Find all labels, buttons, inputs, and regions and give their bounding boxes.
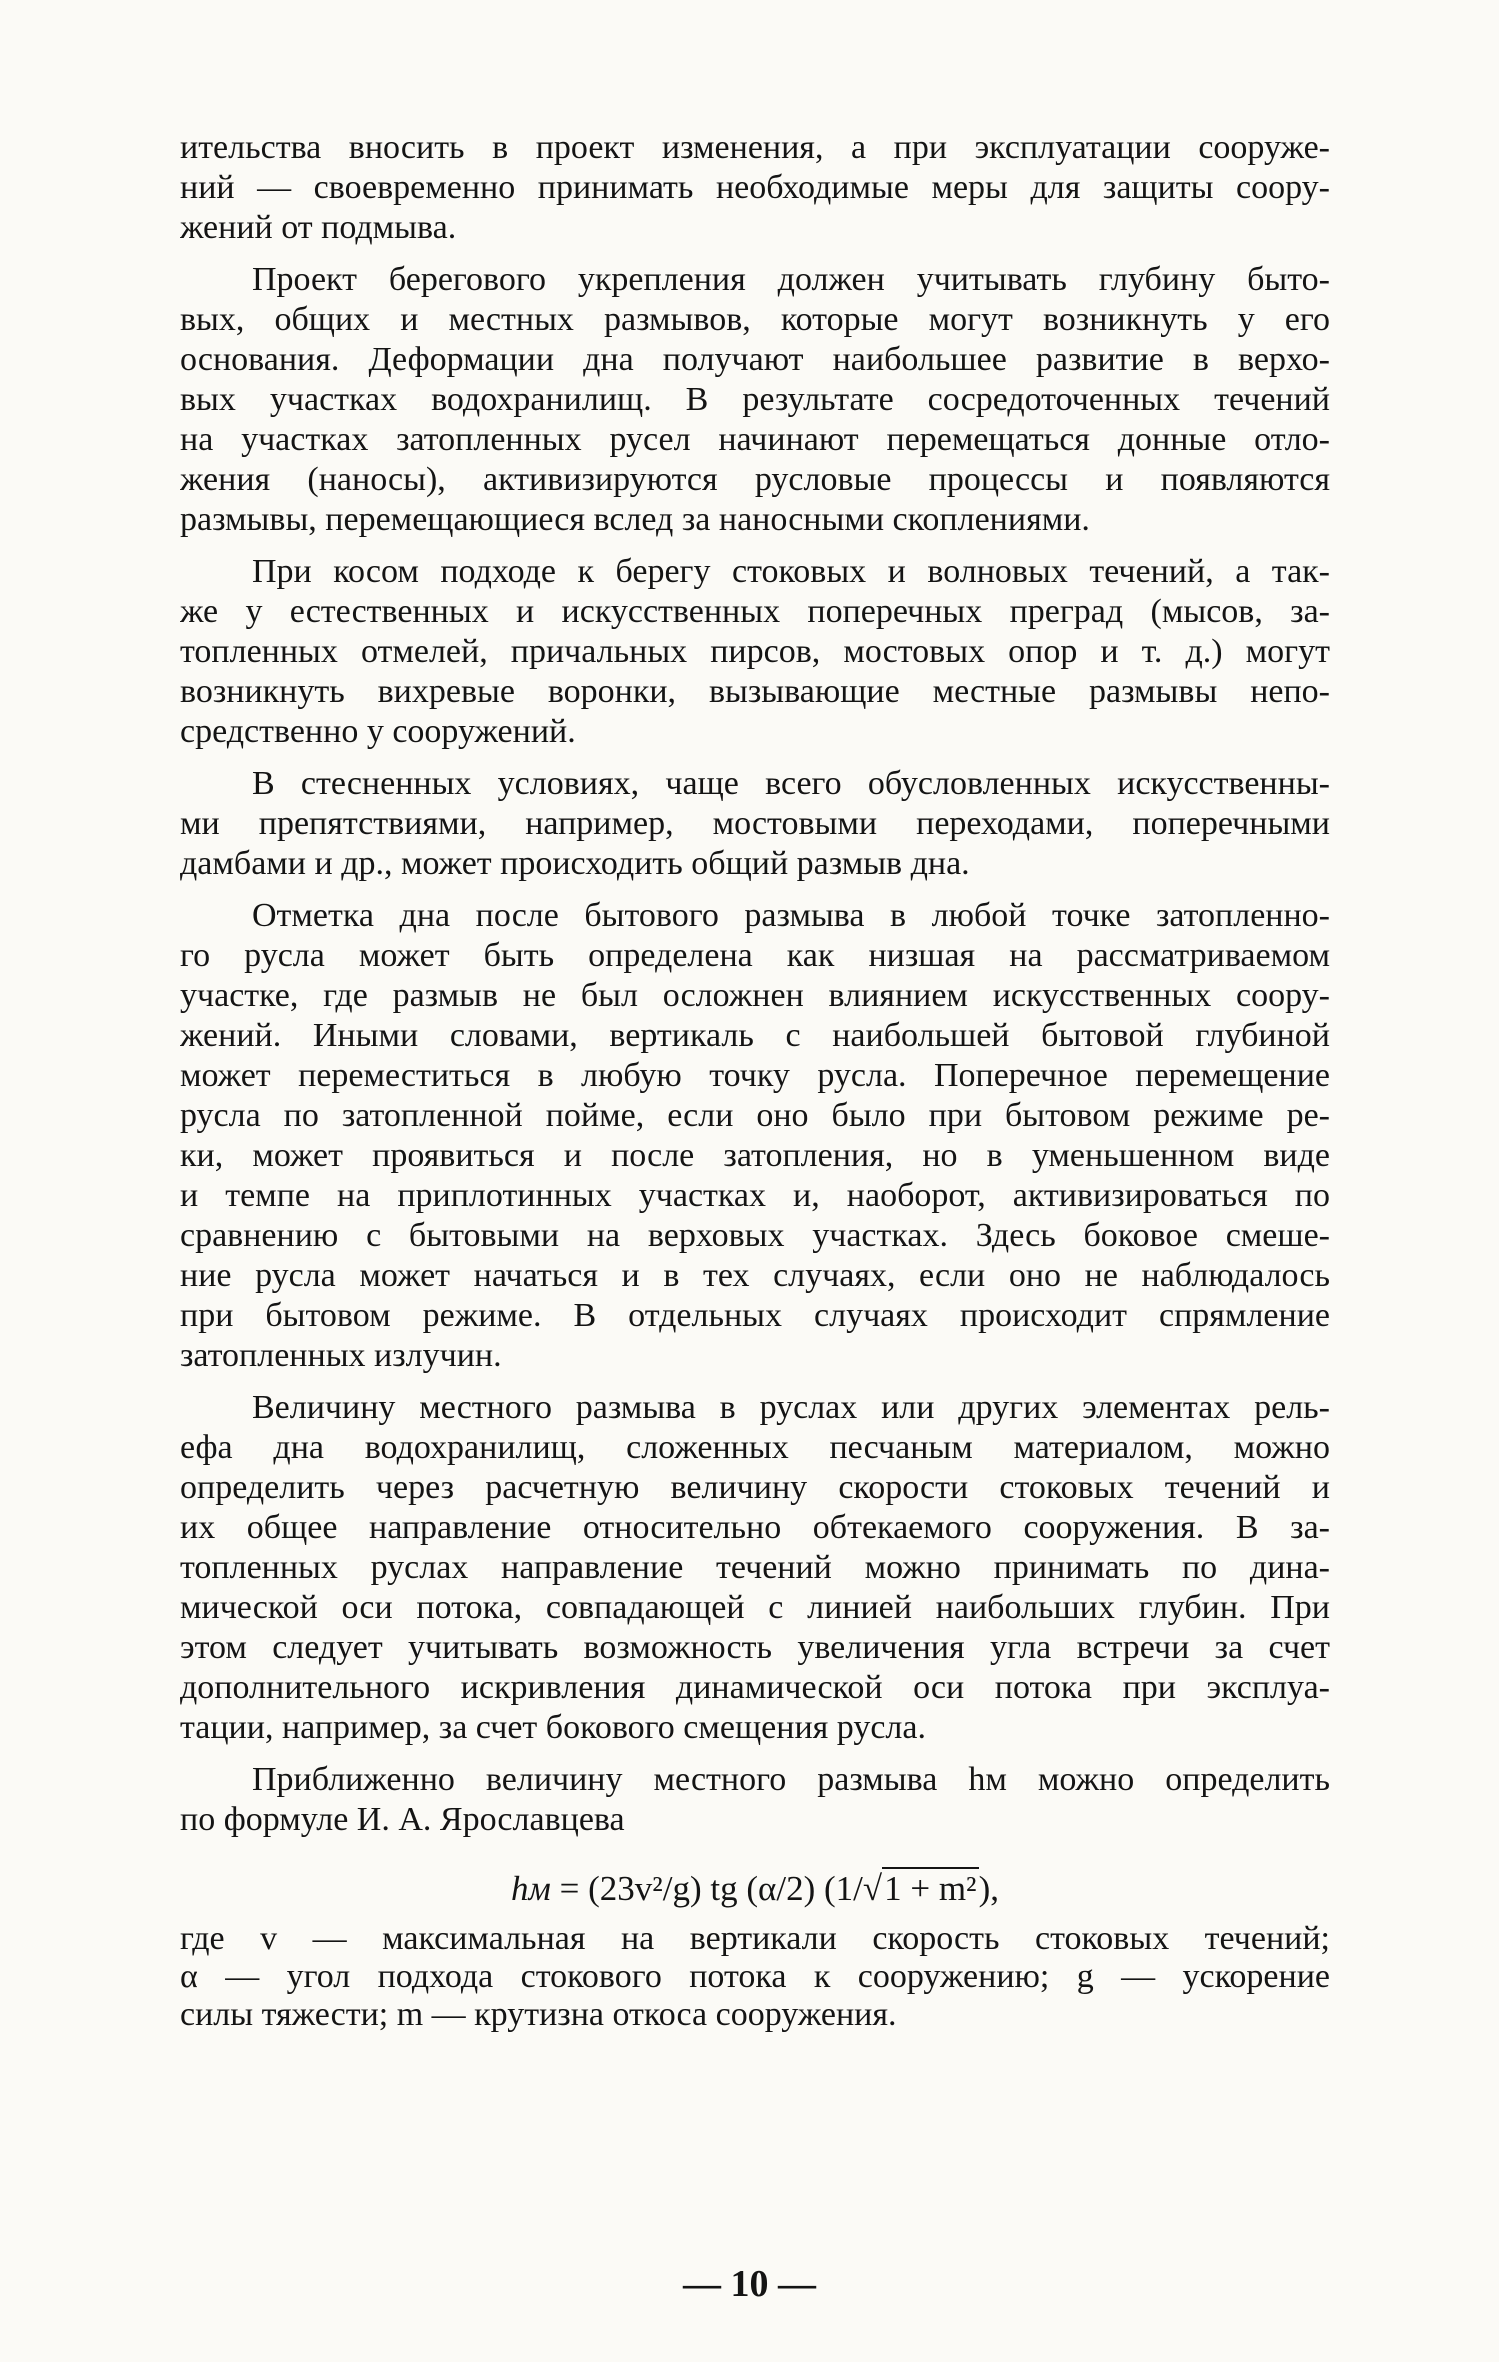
text-line: же у естественных и искусственных поперечных преград (мысов, за- — [180, 593, 1330, 630]
text-line: при бытовом режиме. В отдельных случаях происходит спрямление — [180, 1297, 1330, 1334]
text-line: жений от подмыва. — [180, 209, 457, 246]
text-line: дополнительного искривления динамической оси потока при эксплуа- — [180, 1669, 1330, 1706]
text-line: го русла может быть определена как низшая на рассматриваемом — [180, 937, 1330, 974]
text-line: В стесненных условиях, чаще всего обусловленных искусственны- — [252, 765, 1330, 802]
paragraph-1 — [180, 128, 1330, 248]
text-line: возникнуть вихревые воронки, вызывающие местные размывы непо- — [180, 673, 1330, 710]
page-number: — 10 — — [683, 2263, 816, 2305]
text-line: вых участках водохранилищ. В результате сосредоточенных течений — [180, 381, 1330, 418]
paragraph-5 — [180, 896, 1330, 1376]
text-line: ние русла может начаться и в тех случаях, если оно не наблюдалось — [180, 1257, 1330, 1294]
text-line: ительства вносить в проект изменения, а при эксплуатации сооруже- — [180, 129, 1330, 166]
text-line: по формуле И. А. Ярославцева — [180, 1801, 625, 1838]
text-line: вых, общих и местных размывов, которые могут возникнуть у его — [180, 301, 1330, 338]
text-line: сравнению с бытовыми на верховых участках. Здесь боковое смеше- — [180, 1217, 1330, 1254]
text-line: русла по затопленной пойме, если оно было при бытовом режиме ре- — [180, 1097, 1330, 1134]
text-line: может переместиться в любую точку русла. Поперечное перемещение — [180, 1057, 1330, 1094]
definition-line: α — угол подхода стокового потока к сооружению; g — ускорение — [180, 1958, 1330, 1995]
text-line: мической оси потока, совпадающей с линией наибольших глубин. При — [180, 1589, 1330, 1626]
yaroslavtsev-formula — [180, 1858, 1330, 1920]
text-line: ки, может проявиться и после затопления, но в уменьшенном виде — [180, 1137, 1330, 1174]
text-line: определить через расчетную величину скорости стоковых течений и — [180, 1469, 1330, 1506]
formula-lhs: hм — [511, 1869, 551, 1908]
paragraph-6 — [180, 1388, 1330, 1748]
text-line: топленных руслах направление течений можно принимать по дина- — [180, 1549, 1330, 1586]
formula-expression: = (23v²/g) tg (α/2) (1/ — [559, 1869, 863, 1908]
text-line: Отметка дна после бытового размыва в любой точке затопленно- — [252, 897, 1330, 934]
text-line: основания. Деформации дна получают наибольшее развитие в верхо- — [180, 341, 1330, 378]
text-line: Проект берегового укрепления должен учитывать глубину быто- — [252, 261, 1330, 298]
paragraph-3 — [180, 552, 1330, 752]
text-line: ефа дна водохранилищ, сложенных песчаным материалом, можно — [180, 1429, 1330, 1466]
paragraph-2 — [180, 260, 1330, 540]
text-line: топленных отмелей, причальных пирсов, мостовых опор и т. д.) могут — [180, 633, 1330, 670]
text-line: этом следует учитывать возможность увеличения угла встречи за счет — [180, 1629, 1330, 1666]
text-line: Величину местного размыва в руслах или других элементах рель- — [252, 1389, 1330, 1426]
text-line: размывы, перемещающиеся вслед за наносными скоплениями. — [180, 501, 1090, 538]
text-line: их общее направление относительно обтекаемого сооружения. В за- — [180, 1509, 1330, 1546]
text-line: на участках затопленных русел начинают перемещаться донные отло- — [180, 421, 1330, 458]
text-line: затопленных излучин. — [180, 1337, 502, 1374]
definition-line: силы тяжести; m — крутизна откоса сооружения. — [180, 1996, 897, 2033]
text-line: ми препятствиями, например, мостовыми переходами, поперечными — [180, 805, 1330, 842]
definition-line: где v — максимальная на вертикали скорость стоковых течений; — [180, 1920, 1330, 1957]
text-line: При косом подходе к берегу стоковых и волновых течений, а так- — [252, 553, 1330, 590]
text-line: ний — своевременно принимать необходимые меры для защиты соору- — [180, 169, 1330, 206]
paragraph-4 — [180, 764, 1330, 884]
text-line: Приближенно величину местного размыва hм можно определить — [252, 1761, 1330, 1798]
sqrt-sign: √ — [862, 1869, 883, 1908]
text-line: жений. Иными словами, вертикаль с наибольшей бытовой глубиной — [180, 1017, 1330, 1054]
formula-tail: ), — [978, 1869, 999, 1908]
text-line: жения (наносы), активизируются русловые процессы и появляются — [180, 461, 1330, 498]
text-line: дамбами и др., может происходить общий размыв дна. — [180, 845, 970, 882]
paragraph-7 — [180, 1760, 1330, 1840]
text-line: средственно у сооружений. — [180, 713, 576, 750]
text-body — [180, 128, 1330, 2034]
formula-definitions — [180, 1920, 1330, 2034]
formula-radicand: 1 + m² — [884, 1869, 977, 1908]
text-line: и темпе на приплотинных участках и, наоборот, активизироваться по — [180, 1177, 1330, 1214]
text-line: участке, где размыв не был осложнен влиянием искусственных соору- — [180, 977, 1330, 1014]
text-line: тации, например, за счет бокового смещения русла. — [180, 1709, 926, 1746]
